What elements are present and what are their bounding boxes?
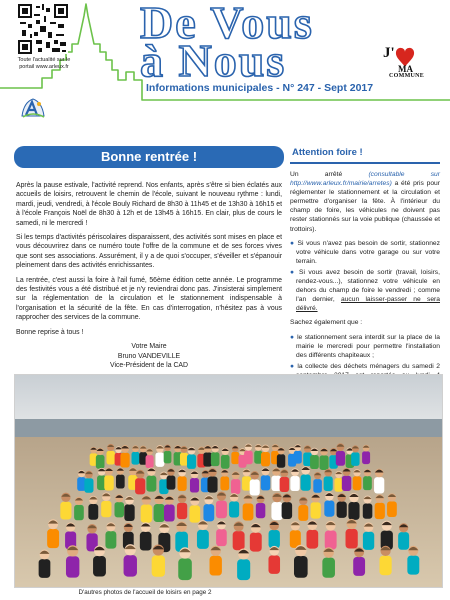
rentree-banner xyxy=(14,146,284,168)
photo-person-body xyxy=(324,501,334,517)
photo-person-body xyxy=(177,503,187,519)
photo-person-body xyxy=(116,475,125,489)
photo-person-body xyxy=(243,503,254,520)
photo-person-body xyxy=(93,556,106,577)
arleux-logo-icon xyxy=(20,96,46,120)
qr-code-icon[interactable] xyxy=(18,4,68,54)
photo-person-body xyxy=(231,452,239,464)
photo-person-body xyxy=(271,502,282,520)
photo-person-body xyxy=(211,452,220,466)
bullet-text: Si vous n'avez pas besoin de sortir, stationnez votre véhicule dans votre garage ou sur votre terrain. xyxy=(296,239,440,265)
foire-title: Attention foire ! xyxy=(292,147,363,158)
masthead xyxy=(0,0,450,128)
foire-article xyxy=(290,170,440,394)
photo-person-body xyxy=(180,453,188,466)
photo-person-body xyxy=(152,555,165,576)
photo-person-body xyxy=(336,451,345,466)
qr-caption: Toute l'actualité sur le portail www.arleux.fr xyxy=(17,57,71,70)
signature-role: Votre Maire xyxy=(131,343,167,351)
photo-person-body xyxy=(190,478,199,493)
photo-person-body xyxy=(342,476,351,491)
photo-person-body xyxy=(407,556,419,575)
rentree-paragraph-4: Bonne reprise à tous ! xyxy=(16,328,84,336)
photo-person-body xyxy=(207,476,217,492)
rentree-paragraph-1: Après la pause estivale, l'activité reprend. Nos enfants, après s'être si bien éclatés aux accueils de loisirs, retrouvent le chemin de l'école, suivant le nouveau rythme : lundi, mardi, jeudi, vendredi, à l'école Bouly Richard de 8h30 à 11h45 et de 13h30 à 16h15 et à l'école François Noël de 8h30 à 12h et de 13h45 à 16h15. En clair, plus de cours le samedi, ni le mercredi ! xyxy=(16,182,282,227)
photo-person-body xyxy=(319,455,328,470)
photo-person-body xyxy=(164,451,172,463)
issue-subtitle: Informations municipales - N° 247 - Sept 2017 xyxy=(146,82,374,94)
rentree-paragraph-3: La rentrée, c'est aussi la foire à l'ail fumé, 56ème édition cette année. Le programme des festivités vous a été distribué et je n'y reviendrai donc pas. J'insisterai simplement sur la réglementation de la circulation et le stationnement indispensable à l'organisation et la sécurité de la fête. En cas d'interrogation, n'hésitez pas à vous rapprocher des services de la commune. xyxy=(16,276,282,322)
photo-person-body xyxy=(298,505,308,521)
heart-logo-commune: COMMUNE xyxy=(389,73,425,79)
photo-person-body xyxy=(229,501,239,517)
photo-person-body xyxy=(141,504,152,522)
group-photo xyxy=(14,374,443,588)
foire-divider xyxy=(290,162,440,164)
list-item: ● la collecte des déchets ménagers du samedi 2 xyxy=(290,362,440,389)
foire-savez: Sachez également que : xyxy=(290,319,363,327)
photo-person-body xyxy=(197,530,209,549)
photo-person-body xyxy=(178,558,192,580)
masthead-title-line-1: De Vous xyxy=(140,0,314,48)
photo-person-body xyxy=(348,502,359,520)
photo-person-body xyxy=(178,476,187,491)
photo-person-body xyxy=(268,555,280,573)
photo-person-body xyxy=(135,478,145,494)
photo-person-body xyxy=(189,505,200,522)
photo-person-body xyxy=(237,559,250,580)
photo-person-body xyxy=(261,475,270,490)
photo-person-body xyxy=(261,452,270,466)
photo-person-body xyxy=(277,454,285,467)
foire-paragraph-1 xyxy=(290,170,440,234)
signature-title: Vice-Président de la CAD xyxy=(109,361,188,369)
photo-person-body xyxy=(47,529,59,548)
photo-person-body xyxy=(124,504,134,521)
arretes-link[interactable]: (consultable sur http://www.arleux.fr/mairie/arretes) xyxy=(290,171,440,188)
photo-person-body xyxy=(351,452,359,466)
photo-person-body xyxy=(269,530,280,548)
photo-person-body xyxy=(74,505,84,520)
foire-bullets-1 xyxy=(290,239,440,314)
photo-person-body xyxy=(101,501,111,517)
photo-person-body xyxy=(353,557,365,576)
photo-person-body xyxy=(244,451,253,465)
photo-person-body xyxy=(132,452,140,465)
photo-person-body xyxy=(306,530,318,549)
photo-person-body xyxy=(187,454,196,469)
rentree-paragraph-2: Si les temps d'activités périscolaires disparaissent, des activités sont mises en place et vous découvrirez dans ce numéro toute l'offre de la commune et de ses forces vives que sont ses associations. Assurément, il y a de quoi s'occuper, s'éveiller et s'épanouir pleinement dans des activités enrichissantes. xyxy=(16,234,282,270)
photo-person-body xyxy=(106,451,114,465)
photo-person-body xyxy=(221,455,230,469)
foire-p1-end: a été pris pour réglementer le stationnement et la circulation et permettre d'organiser la fête. À l'intérieur du champ de foire, les véhicules ne doivent pas rester stationnés sur la voie publique (chaussée et trottoirs). xyxy=(290,180,440,233)
bullet-text: la collecte des déchets ménagers du samedi 2 xyxy=(297,362,440,370)
photo-person-body xyxy=(154,504,165,522)
photo-person-body xyxy=(39,559,51,578)
photo-person-body xyxy=(120,453,129,468)
photo-person-body xyxy=(324,476,333,491)
list-item: ● Si vous avez besoin de sortir (travail, loisirs, rendez-vous...), stationnez votre véhicule en dehors du champ de foire le vendredi ; comme l'an dernier, aucun laisser-passer ne sera délivré. xyxy=(290,268,440,313)
photo-person-body xyxy=(325,531,337,550)
photo-person-body xyxy=(334,478,343,492)
photo-person-body xyxy=(167,476,176,490)
photo-person-body xyxy=(60,502,71,520)
photo-person-body xyxy=(313,479,322,493)
photo-person-body xyxy=(231,479,240,494)
photo-person-body xyxy=(301,475,311,491)
photo-person-body xyxy=(346,529,358,549)
photo-caption: D'autres photos de l'accueil de loisirs en page 2 xyxy=(78,589,212,596)
bullet-text: Si vous avez besoin de sortir (travail, loisirs, rendez-vous...), stationnez votre véhicule en dehors du champ de foire le vendredi ; comme l'an dernier, xyxy=(296,268,440,304)
photo-person-body xyxy=(310,455,319,469)
photo-person-body xyxy=(114,502,124,517)
photo-person-body xyxy=(105,531,116,548)
photo-person-body xyxy=(84,478,93,493)
signature-name: Bruno VANDEVILLE xyxy=(117,352,181,360)
rentree-article xyxy=(16,181,282,370)
photo-person-body xyxy=(233,531,245,550)
photo-person-body xyxy=(203,504,214,521)
photo-person-body xyxy=(322,558,335,578)
photo-person-body xyxy=(124,555,137,576)
photo-person-body xyxy=(282,502,293,519)
heart-logo-ma: MA xyxy=(398,64,413,74)
photo-person-body xyxy=(311,502,321,518)
photo-person-body xyxy=(210,556,222,576)
list-item: ● le stationnement sera interdit sur la place de la mairie le mercredi pour permettre l'installation des différents chapiteaux ; xyxy=(290,333,440,359)
photo-person-body xyxy=(387,501,397,517)
photo-person-body xyxy=(66,556,79,577)
photo-person-body xyxy=(362,451,370,464)
photo-person-body xyxy=(146,455,154,468)
photo-person-body xyxy=(353,476,362,490)
photo-person-body xyxy=(294,451,302,464)
photo-person-body xyxy=(250,533,262,552)
bullet-text: le stationnement sera interdit sur la place de la mairie le mercredi pour permettre l'installation des différents chapiteaux ; xyxy=(296,333,440,359)
photo-person-body xyxy=(363,476,372,490)
photo-person-body xyxy=(216,501,227,519)
bullet-text-underlined: aucun laisser-passer ne sera délivré. xyxy=(296,296,440,313)
photo-person-body xyxy=(290,476,299,491)
photo-person-body xyxy=(363,532,374,550)
photo-person-body xyxy=(220,476,229,490)
foire-p1-start: Un arrêté xyxy=(290,171,369,178)
masthead-title-line-2: à Nous xyxy=(140,35,287,86)
photo-person-body xyxy=(146,476,156,492)
photo-person-body xyxy=(164,504,175,521)
beach-group-photo-image xyxy=(15,375,443,588)
signature-block xyxy=(16,342,282,370)
photo-person-body xyxy=(280,477,289,492)
photo-person-body xyxy=(96,455,105,469)
photo-person-body xyxy=(256,503,266,518)
photo-person-body xyxy=(375,503,385,519)
rentree-title: Bonne rentrée ! xyxy=(100,149,198,164)
heart-logo-j: J' xyxy=(383,45,395,61)
photo-person-body xyxy=(337,502,347,518)
photo-person-body xyxy=(88,504,98,520)
photo-person-body xyxy=(140,532,152,551)
photo-person-body xyxy=(374,477,384,493)
photo-person-body xyxy=(363,503,373,518)
photo-person-body xyxy=(104,475,113,490)
list-item: ● Si vous n'avez pas besoin de sortir, stationnez votre véhicule dans votre garage ou sur votre terrain. xyxy=(290,239,440,265)
photo-person-body xyxy=(379,556,391,575)
photo-person-body xyxy=(398,532,409,550)
photo-person-body xyxy=(294,556,308,578)
photo-person-body xyxy=(155,453,164,467)
photo-person-body xyxy=(250,479,260,495)
photo-person-body xyxy=(216,529,227,546)
